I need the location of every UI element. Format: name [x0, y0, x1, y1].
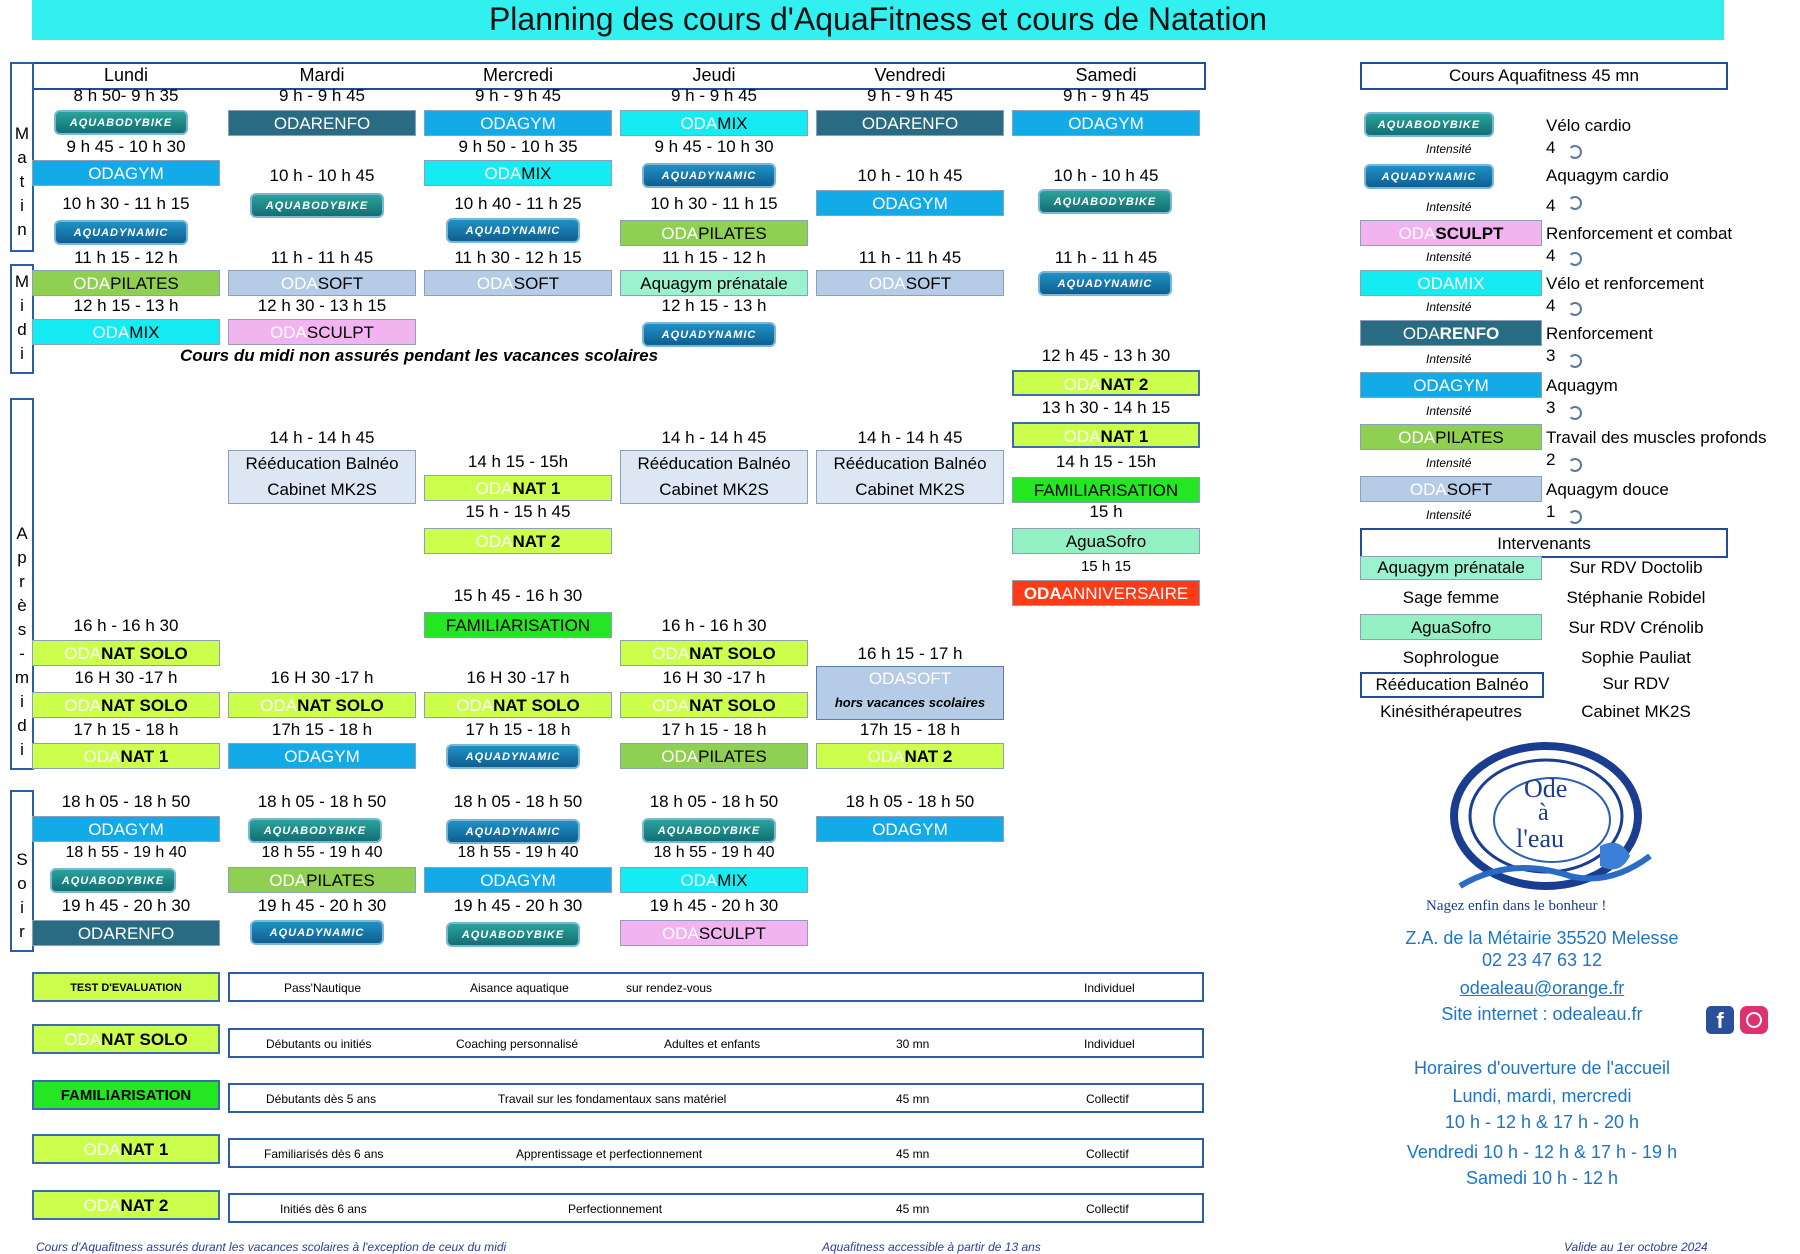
- day-jeudi: Jeudi: [692, 65, 736, 85]
- legend-cell: Collectif: [1086, 1092, 1129, 1106]
- intervenant-right: Sophie Pauliat: [1581, 648, 1691, 667]
- day-samedi: Samedi: [1075, 65, 1137, 85]
- oda-gym-class[interactable]: ODAGYM: [32, 160, 220, 186]
- oda-pilates-class[interactable]: ODAPILATES: [32, 270, 220, 296]
- time-slot: 14 h 15 - 15h: [1055, 452, 1157, 471]
- time-slot: 19 h 45 - 20 h 30: [257, 896, 387, 915]
- oda-pilates-badge: ODAPILATES: [1360, 424, 1542, 450]
- intensite-label: Intensité: [1426, 352, 1472, 366]
- time-slot: 16 H 30 -17 h: [270, 668, 374, 687]
- legend-nat1-label: ODANAT 1: [32, 1134, 220, 1164]
- aguasofro-class[interactable]: AguaSofro: [1012, 528, 1200, 554]
- reeducation-balneo-block[interactable]: Rééducation Balnéo Cabinet MK2S: [228, 450, 416, 504]
- aquabodybike-badge: AQUABODYBIKE: [1364, 112, 1494, 137]
- intervenant-left: Rééducation Balnéo: [1360, 672, 1544, 698]
- logo-text-ode: Ode: [1524, 774, 1568, 803]
- legend-natsolo-label: ODANAT SOLO: [32, 1024, 220, 1054]
- intensite-level: 4: [1546, 196, 1556, 215]
- swirl-icon: [1568, 354, 1582, 368]
- intervenant-right: Cabinet MK2S: [1581, 702, 1691, 721]
- footer-left: Cours d'Aquafitness assurés durant les vacances scolaires à l'exception de ceux du midi: [36, 1240, 507, 1254]
- legend-nat2-label: ODANAT 2: [32, 1190, 220, 1220]
- hours-line: Samedi 10 h - 12 h: [1465, 1168, 1619, 1188]
- intensite-label: Intensité: [1426, 250, 1472, 264]
- legend-cell: 45 mn: [896, 1147, 930, 1161]
- course-desc: Vélo et renforcement: [1546, 274, 1704, 293]
- aquadynamic-class[interactable]: AQUADYNAMIC: [446, 744, 580, 769]
- day-mercredi: Mercredi: [482, 65, 553, 85]
- time-slot: 17h 15 - 18 h: [859, 720, 961, 739]
- time-slot: 19 h 45 - 20 h 30: [649, 896, 779, 915]
- oda-nat1-class[interactable]: ODANAT 1: [1012, 422, 1200, 448]
- footer-center: Aquafitness accessible à partir de 13 ans: [822, 1240, 1041, 1254]
- legend-cell: 30 mn: [896, 1037, 930, 1051]
- time-slot: 16 h - 16 h 30: [73, 616, 179, 635]
- oda-soft-class[interactable]: ODASOFT: [424, 270, 612, 296]
- hors-vacances-note: hors vacances scolaires: [834, 695, 986, 710]
- course-desc: Travail des muscles profonds: [1546, 428, 1767, 447]
- legend-cell: Perfectionnement: [568, 1202, 663, 1216]
- time-slot: 18 h 55 - 19 h 40: [261, 844, 383, 861]
- aquadynamic-class[interactable]: AQUADYNAMIC: [1038, 271, 1172, 296]
- intensite-label: Intensité: [1426, 508, 1472, 522]
- intervenant-right: Sur RDV Doctolib: [1569, 558, 1703, 577]
- time-slot: 9 h 45 - 10 h 30: [654, 137, 774, 156]
- oda-pilates-class[interactable]: ODAPILATES: [620, 220, 808, 246]
- aquadynamic-class[interactable]: AQUADYNAMIC: [446, 819, 580, 844]
- intensite-label: Intensité: [1426, 300, 1472, 314]
- legend-cell: Aisance aquatique: [470, 981, 569, 995]
- day-mardi: Mardi: [299, 65, 345, 85]
- oda-renfo-class[interactable]: ODARENFO: [32, 920, 220, 946]
- time-slot: 16 H 30 -17 h: [466, 668, 570, 687]
- hours-line: 10 h - 12 h & 17 h - 20 h: [1444, 1112, 1640, 1132]
- logo-text-leau: l'eau: [1516, 824, 1564, 853]
- day-vendredi: Vendredi: [874, 65, 946, 85]
- time-slot: 11 h - 11 h 45: [858, 248, 962, 267]
- legend-test-label: TEST D'EVALUATION: [32, 972, 220, 1002]
- intervenant-right: Stéphanie Robidel: [1566, 588, 1706, 607]
- oda-sculpt-badge: ODASCULPT: [1360, 220, 1542, 246]
- familiarisation-class[interactable]: FAMILIARISATION: [424, 612, 612, 638]
- oda-gym-class[interactable]: ODAGYM: [32, 816, 220, 842]
- time-slot: 17 h 15 - 18 h: [73, 720, 179, 739]
- time-slot: 15 h 45 - 16 h 30: [453, 586, 583, 605]
- hours-title: Horaires d'ouverture de l'accueil: [1414, 1058, 1670, 1078]
- oda-gym-class[interactable]: ODAGYM: [1012, 110, 1200, 136]
- legend-cell: Pass'Nautique: [284, 981, 362, 995]
- oda-mix-badge: ODAMIX: [1360, 270, 1542, 296]
- facebook-icon[interactable]: f: [1706, 1006, 1734, 1034]
- instagram-icon[interactable]: [1740, 1006, 1768, 1034]
- oda-soft-class[interactable]: ODASOFT: [228, 270, 416, 296]
- section-midi-label: M i d i: [14, 272, 30, 363]
- aquabodybike-class[interactable]: AQUABODYBIKE: [1038, 189, 1172, 214]
- oda-anniversaire-class[interactable]: ODAANNIVERSAIRE: [1012, 580, 1200, 606]
- course-desc: Aquagym douce: [1546, 480, 1669, 499]
- oda-gym-class[interactable]: ODAGYM: [424, 110, 612, 136]
- time-slot: 10 h - 10 h 45: [269, 166, 375, 185]
- swirl-icon: [1568, 458, 1582, 472]
- time-slot: 9 h - 9 h 45: [670, 86, 757, 105]
- oda-mix-class[interactable]: ODAMIX: [424, 160, 612, 186]
- time-slot: 9 h - 9 h 45: [1062, 86, 1149, 105]
- aquabodybike-class[interactable]: AQUABODYBIKE: [642, 818, 776, 843]
- aquagym-prenatale-class[interactable]: Aquagym prénatale: [620, 270, 808, 296]
- reeducation-balneo-block[interactable]: Rééducation Balnéo Cabinet MK2S: [620, 450, 808, 504]
- legend-cell: Individuel: [1084, 1037, 1135, 1051]
- time-slot: 10 h - 10 h 45: [1053, 166, 1159, 185]
- time-slot: 13 h 30 - 14 h 15: [1041, 398, 1171, 417]
- time-slot: 18 h 05 - 18 h 50: [845, 792, 975, 811]
- course-desc: Aquagym: [1546, 376, 1618, 395]
- legend-cell: Apprentissage et perfectionnement: [516, 1147, 703, 1161]
- aquabodybike-class[interactable]: AQUABODYBIKE: [250, 193, 384, 218]
- time-slot: 18 h 05 - 18 h 50: [453, 792, 583, 811]
- oda-sculpt-class[interactable]: ODASCULPT: [228, 319, 416, 345]
- contact-website-link[interactable]: Site internet : odealeau.fr: [1441, 1004, 1643, 1024]
- aquabodybike-class[interactable]: AQUABODYBIKE: [50, 868, 176, 893]
- time-slot: 18 h 55 - 19 h 40: [457, 844, 579, 861]
- time-slot: 9 h - 9 h 45: [866, 86, 953, 105]
- day-lundi: Lundi: [103, 65, 149, 85]
- oda-pilates-class[interactable]: ODAPILATES: [620, 743, 808, 769]
- legend-nat2-row: [228, 1193, 1204, 1223]
- legend-cell: Débutants ou initiés: [266, 1037, 372, 1051]
- legend-cell: 45 mn: [896, 1092, 930, 1106]
- time-slot: 9 h 45 - 10 h 30: [66, 137, 186, 156]
- legend-cell: Adultes et enfants: [664, 1037, 761, 1051]
- course-desc: Renforcement: [1546, 324, 1653, 343]
- intensite-level: 3: [1546, 346, 1556, 365]
- time-slot: 16 h - 16 h 30: [661, 616, 767, 635]
- legend-cell: Débutants dès 5 ans: [266, 1092, 377, 1106]
- time-slot: 15 h - 15 h 45: [465, 502, 571, 521]
- ode-a-leau-logo: [1420, 736, 1670, 916]
- time-slot: 17 h 15 - 18 h: [465, 720, 571, 739]
- aquafitness-header: Cours Aquafitness 45 mn: [1360, 62, 1728, 90]
- intervenant-right: Sur RDV Crénolib: [1568, 618, 1704, 637]
- oda-nat1-class[interactable]: ODANAT 1: [32, 743, 220, 769]
- oda-nat-solo-class[interactable]: ODANAT SOLO: [32, 640, 220, 666]
- time-slot: 12 h 30 - 13 h 15: [257, 296, 387, 315]
- midi-note: Cours du midi non assurés pendant les vacances scolaires: [180, 346, 659, 365]
- time-slot: 10 h 30 - 11 h 15: [62, 194, 190, 213]
- time-slot: 11 h 30 - 12 h 15: [454, 248, 582, 267]
- intervenant-left: Kinésithérapeutres: [1380, 702, 1522, 721]
- aquadynamic-class[interactable]: AQUADYNAMIC: [250, 920, 384, 945]
- oda-nat-solo-class[interactable]: ODANAT SOLO: [620, 640, 808, 666]
- intervenants-header: Intervenants: [1360, 528, 1728, 558]
- swirl-icon: [1568, 302, 1582, 316]
- time-slot: 15 h 15: [1080, 558, 1132, 575]
- intervenant-left: Aquagym prénatale: [1360, 556, 1542, 580]
- intervenant-left: Sophrologue: [1402, 648, 1500, 667]
- reeducation-balneo-block[interactable]: Rééducation Balnéo Cabinet MK2S: [816, 450, 1004, 504]
- oda-soft-badge: ODASOFT: [1360, 476, 1542, 502]
- oda-nat2-class[interactable]: ODANAT 2: [1012, 370, 1200, 396]
- time-slot: 18 h 05 - 18 h 50: [61, 792, 191, 811]
- legend-cell: 45 mn: [896, 1202, 930, 1216]
- oda-nat-solo-class[interactable]: ODANAT SOLO: [424, 692, 612, 718]
- legend-natsolo-row: [228, 1028, 1204, 1058]
- time-slot: 14 h 15 - 15h: [467, 452, 569, 471]
- oda-gym-badge: ODAGYM: [1360, 372, 1542, 398]
- time-slot: 10 h 30 - 11 h 15: [650, 194, 778, 213]
- aquabodybike-class[interactable]: AQUABODYBIKE: [446, 922, 580, 947]
- logo-text-a: à: [1538, 800, 1549, 826]
- time-slot: 12 h 15 - 13 h: [73, 296, 179, 315]
- aquadynamic-class[interactable]: AQUADYNAMIC: [446, 218, 580, 243]
- time-slot: 18 h 55 - 19 h 40: [653, 844, 775, 861]
- legend-cell: Familiarisés dès 6 ans: [264, 1147, 384, 1161]
- time-slot: 10 h 40 - 11 h 25: [454, 194, 582, 213]
- aquabodybike-class[interactable]: AQUABODYBIKE: [54, 110, 188, 135]
- intensite-level: 3: [1546, 398, 1556, 417]
- oda-sculpt-class[interactable]: ODASCULPT: [620, 920, 808, 946]
- legend-cell: sur rendez-vous: [626, 981, 713, 995]
- section-soir-label: S o i r: [16, 850, 28, 941]
- time-slot: 11 h - 11 h 45: [1054, 248, 1158, 267]
- intensite-label: Intensité: [1426, 200, 1472, 214]
- time-slot: 9 h 50 - 10 h 35: [458, 137, 578, 156]
- time-slot: 18 h 05 - 18 h 50: [649, 792, 779, 811]
- time-slot: 18 h 05 - 18 h 50: [257, 792, 387, 811]
- legend-fam-row: [228, 1083, 1204, 1113]
- oda-mix-class[interactable]: ODAMIX: [620, 867, 808, 893]
- swirl-icon: [1568, 252, 1582, 266]
- time-slot: 16 h 15 - 17 h: [857, 644, 963, 663]
- intensite-level: 1: [1546, 502, 1556, 521]
- aquabodybike-class[interactable]: AQUABODYBIKE: [248, 818, 382, 843]
- legend-cell: Travail sur les fondamentaux sans matériel: [498, 1092, 727, 1106]
- time-slot: 16 H 30 -17 h: [662, 668, 766, 687]
- oda-nat2-class[interactable]: ODANAT 2: [816, 743, 1004, 769]
- time-slot: 11 h 15 - 12 h: [662, 248, 766, 267]
- oda-mix-class[interactable]: ODAMIX: [32, 319, 220, 345]
- oda-gym-class[interactable]: ODAGYM: [228, 743, 416, 769]
- contact-address: Z.A. de la Métairie 35520 Melesse: [1405, 928, 1679, 948]
- oda-mix-class[interactable]: ODAMIX: [620, 110, 808, 136]
- footer-right: Valide au 1er octobre 2024: [1564, 1240, 1708, 1254]
- oda-renfo-class[interactable]: ODARENFO: [816, 110, 1004, 136]
- section-matin-label: M a t i n: [14, 124, 30, 239]
- aquadynamic-class[interactable]: AQUADYNAMIC: [642, 163, 776, 188]
- intensite-level: 4: [1546, 138, 1556, 157]
- intensite-label: Intensité: [1426, 404, 1472, 418]
- course-desc: Aquagym cardio: [1546, 166, 1669, 185]
- oda-nat-solo-class[interactable]: ODANAT SOLO: [228, 692, 416, 718]
- course-desc: Renforcement et combat: [1546, 224, 1733, 243]
- oda-nat1-class[interactable]: ODANAT 1: [424, 475, 612, 501]
- familiarisation-class[interactable]: FAMILIARISATION: [1012, 477, 1200, 503]
- oda-soft-class[interactable]: ODASOFT: [816, 270, 1004, 296]
- time-slot: 9 h - 9 h 45: [474, 86, 561, 105]
- time-slot: 15 h: [1089, 502, 1123, 521]
- intervenant-left: AguaSofro: [1360, 614, 1542, 640]
- swirl-icon: [1568, 406, 1582, 420]
- time-slot: 12 h 45 - 13 h 30: [1041, 346, 1171, 365]
- time-slot: 16 H 30 -17 h: [74, 668, 178, 687]
- intervenant-right: Sur RDV: [1602, 674, 1670, 693]
- intensite-label: Intensité: [1426, 456, 1472, 470]
- legend-nat1-row: [228, 1138, 1204, 1168]
- oda-nat-solo-class[interactable]: ODANAT SOLO: [32, 692, 220, 718]
- legend-cell: Collectif: [1086, 1202, 1129, 1216]
- time-slot: 17 h 15 - 18 h: [661, 720, 767, 739]
- legend-cell: Individuel: [1084, 981, 1135, 995]
- time-slot: 14 h - 14 h 45: [661, 428, 767, 447]
- intensite-label: Intensité: [1426, 142, 1472, 156]
- time-slot: 11 h 15 - 12 h: [74, 248, 178, 267]
- oda-gym-class[interactable]: ODAGYM: [424, 867, 612, 893]
- time-slot: 14 h - 14 h 45: [269, 428, 375, 447]
- aquadynamic-class[interactable]: AQUADYNAMIC: [54, 220, 188, 245]
- intensite-level: 2: [1546, 450, 1556, 469]
- oda-pilates-class[interactable]: ODAPILATES: [228, 867, 416, 893]
- logo-slogan: Nagez enfin dans le bonheur !: [1426, 898, 1607, 914]
- time-slot: 10 h - 10 h 45: [857, 166, 963, 185]
- swirl-icon: [1568, 196, 1582, 210]
- time-slot: 17h 15 - 18 h: [271, 720, 373, 739]
- time-slot: 9 h - 9 h 45: [278, 86, 365, 105]
- oda-renfo-badge: ODARENFO: [1360, 320, 1542, 346]
- time-slot: 8 h 50- 9 h 35: [73, 86, 179, 105]
- time-slot: 14 h - 14 h 45: [857, 428, 963, 447]
- contact-email-link[interactable]: odealeau@orange.fr: [1459, 978, 1625, 998]
- swirl-icon: [1568, 145, 1582, 159]
- legend-cell: Collectif: [1086, 1147, 1129, 1161]
- oda-nat-solo-class[interactable]: ODANAT SOLO: [620, 692, 808, 718]
- oda-renfo-class[interactable]: ODARENFO: [228, 110, 416, 136]
- aquadynamic-class[interactable]: AQUADYNAMIC: [642, 322, 776, 347]
- oda-soft-hors-vacances[interactable]: ODASOFT hors vacances scolaires: [816, 666, 1004, 720]
- time-slot: 19 h 45 - 20 h 30: [453, 896, 583, 915]
- contact-phone: 02 23 47 63 12: [1481, 950, 1603, 970]
- oda-nat2-class[interactable]: ODANAT 2: [424, 528, 612, 554]
- section-apresmidi-label: A p r è s - m i d i: [14, 524, 30, 759]
- intensite-level: 4: [1546, 246, 1556, 265]
- legend-test-row: [228, 972, 1204, 1002]
- hours-line: Lundi, mardi, mercredi: [1452, 1086, 1632, 1106]
- time-slot: 11 h - 11 h 45: [270, 248, 374, 267]
- oda-gym-class[interactable]: ODAGYM: [816, 190, 1004, 216]
- intervenant-left: Sage femme: [1402, 588, 1500, 607]
- time-slot: 12 h 15 - 13 h: [661, 296, 767, 315]
- legend-cell: Coaching personnalisé: [456, 1037, 579, 1051]
- swirl-icon: [1568, 510, 1582, 524]
- aquadynamic-badge: AQUADYNAMIC: [1364, 164, 1494, 189]
- intensite-level: 4: [1546, 296, 1556, 315]
- course-desc: Vélo cardio: [1546, 116, 1632, 135]
- time-slot: 18 h 55 - 19 h 40: [65, 844, 187, 861]
- oda-gym-class[interactable]: ODAGYM: [816, 816, 1004, 842]
- legend-fam-label: FAMILIARISATION: [32, 1080, 220, 1110]
- hours-line: Vendredi 10 h - 12 h & 17 h - 19 h: [1406, 1142, 1678, 1162]
- time-slot: 19 h 45 - 20 h 30: [61, 896, 191, 915]
- page-title: Planning des cours d'AquaFitness et cours de Natation: [32, 0, 1724, 40]
- legend-cell: Initiés dès 6 ans: [280, 1202, 367, 1216]
